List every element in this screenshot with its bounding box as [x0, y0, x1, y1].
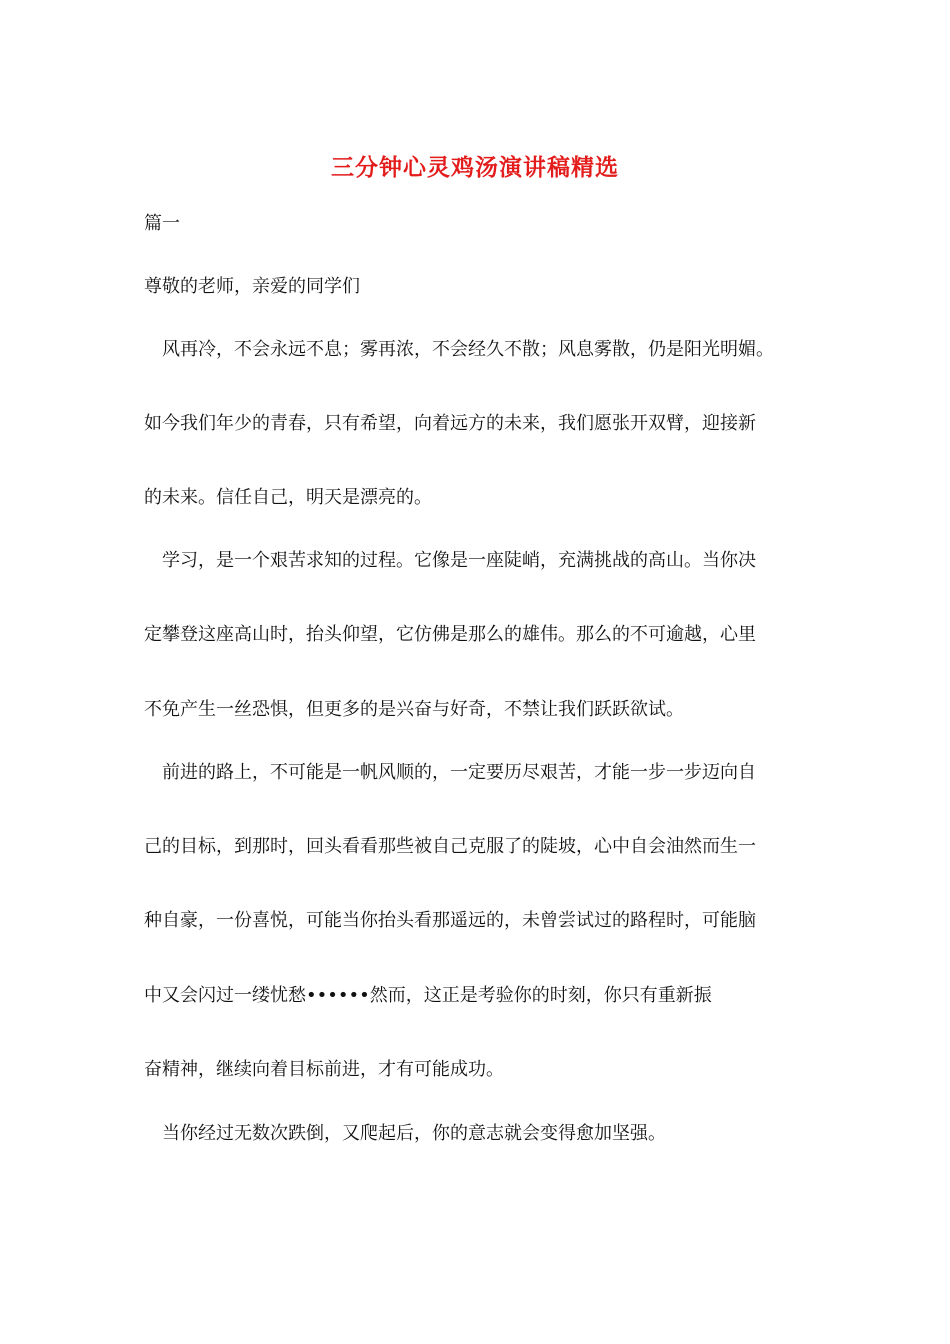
page-title: 三分钟心灵鸡汤演讲稿精选: [331, 154, 619, 181]
section-label: 篇一: [144, 213, 180, 234]
paragraph-line: 不免产生一丝恐惧，但更多的是兴奋与好奇，不禁让我们跃跃欲试。: [144, 699, 684, 720]
paragraph-line: 学习，是一个艰苦求知的过程。它像是一座陡峭，充满挑战的高山。当你决: [144, 550, 756, 571]
paragraph-line: 的未来。信任自己，明天是漂亮的。: [144, 487, 432, 508]
paragraph-line: 风再冷，不会永远不息；雾再浓，不会经久不散；风息雾散，仍是阳光明媚。: [144, 339, 774, 360]
paragraph-line: 中又会闪过一缕忧愁••••••然而，这正是考验你的时刻，你只有重新振: [144, 985, 712, 1006]
paragraph-line: 如今我们年少的青春，只有希望，向着远方的未来，我们愿张开双臂，迎接新: [144, 413, 756, 434]
paragraph-line: 前进的路上，不可能是一帆风顺的，一定要历尽艰苦，才能一步一步迈向自: [144, 762, 756, 783]
salutation-line: 尊敬的老师，亲爱的同学们: [144, 276, 360, 297]
paragraph-line: 奋精神，继续向着目标前进，才有可能成功。: [144, 1059, 504, 1080]
paragraph-line: 定攀登这座高山时，抬头仰望，它仿佛是那么的雄伟。那么的不可逾越，心里: [144, 624, 756, 645]
paragraph-line: 当你经过无数次跌倒，又爬起后，你的意志就会变得愈加坚强。: [144, 1123, 666, 1144]
paragraph-line: 己的目标，到那时，回头看看那些被自己克服了的陡坡，心中自会油然而生一: [144, 836, 756, 857]
paragraph-line: 种自豪，一份喜悦，可能当你抬头看那遥远的，未曾尝试过的路程时，可能脑: [144, 910, 756, 931]
